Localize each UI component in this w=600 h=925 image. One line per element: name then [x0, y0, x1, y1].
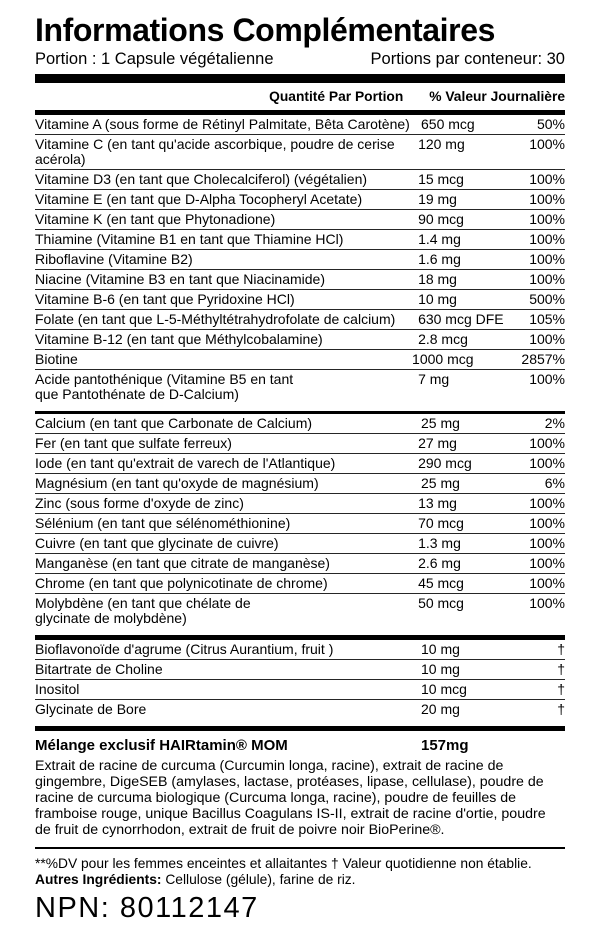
servings-per-container: Portions par conteneur: 30	[370, 49, 565, 68]
nutrient-row	[35, 170, 565, 190]
nutrient-name: Magnésium (en tant qu'oxyde de magnésium)	[35, 474, 319, 491]
divider-thick-top	[35, 74, 565, 83]
nutrient-row	[35, 190, 565, 210]
blend-name: Mélange exclusif HAIRtamin® MOM	[35, 736, 288, 754]
nutrient-dv: 2857%	[521, 350, 565, 367]
nutrient-dv: 100%	[529, 330, 565, 347]
column-headers	[35, 83, 565, 110]
blend-amount: 157mg	[421, 736, 469, 754]
nutrient-row	[35, 270, 565, 290]
nutrient-row	[35, 680, 565, 700]
nutrient-row	[35, 594, 565, 635]
nutrient-dv: †	[557, 640, 565, 657]
other-ingredients	[35, 872, 565, 887]
nutrient-dv: 100%	[529, 494, 565, 511]
nutrient-amount: 1.6 mg	[418, 250, 461, 267]
nutrient-name: Glycinate de Bore	[35, 700, 147, 717]
nutrient-row	[35, 534, 565, 554]
nutrient-amount: 27 mg	[418, 434, 457, 451]
nutrient-row	[35, 660, 565, 680]
blend-description: Extrait de racine de curcuma (Curcumin longa, racine), extrait de racine de gingembre, DigeSEB (amylases, lactase, protéases, lipase, cellulase), poudre de racine de curcuma biologique (Curcuma longa, racine), poudre de feuilles de framboise rouge, unique Bacillus Coagulans IS-II, extrait de racine d'ortie, poudre de fruit de cynorrhodon, extrait de fruit de poivre noir BioPerine®.	[35, 757, 546, 838]
nutrient-amount: 290 mcg	[418, 454, 472, 471]
nutrient-amount: 10 mg	[421, 660, 460, 677]
nutrient-section-minerals	[35, 414, 565, 635]
nutrient-name: Vitamine K (en tant que Phytonadione)	[35, 210, 276, 227]
nutrient-dv: †	[557, 660, 565, 677]
nutrient-name: Iode (en tant qu'extrait de varech de l'Atlantique)	[35, 454, 336, 471]
nutrient-row	[35, 135, 565, 170]
nutrient-row	[35, 370, 565, 411]
nutrient-dv: 100%	[529, 554, 565, 571]
divider-thin-footnote	[35, 847, 565, 849]
nutrient-dv: 100%	[529, 270, 565, 287]
nutrient-name: Thiamine (Vitamine B1 en tant que Thiamine HCl)	[35, 230, 344, 247]
nutrient-row	[35, 414, 565, 434]
nutrient-section-other-nutrients	[35, 640, 565, 726]
nutrient-name: Inositol	[35, 680, 80, 697]
column-header-dv: % Valeur Journalière	[429, 88, 565, 104]
nutrient-amount: 630 mcg DFE	[418, 310, 504, 327]
nutrient-amount: 20 mg	[421, 700, 460, 717]
nutrient-name: Molybdène (en tant que chélate de glycinate de molybdène)	[35, 596, 418, 626]
nutrient-dv: 6%	[544, 474, 565, 491]
nutrient-amount: 1.4 mg	[418, 230, 461, 247]
nutrient-name: Vitamine B-6 (en tant que Pyridoxine HCl)	[35, 290, 295, 307]
nutrient-amount: 2.6 mg	[418, 554, 461, 571]
nutrient-amount: 10 mg	[418, 290, 457, 307]
nutrient-amount: 120 mg	[418, 135, 465, 152]
nutrient-name: Vitamine D3 (en tant que Cholecalciferol) (végétalien)	[35, 170, 368, 187]
nutrient-amount: 50 mcg	[418, 594, 464, 611]
proprietary-blend-row	[35, 731, 565, 756]
nutrient-amount: 90 mcg	[418, 210, 464, 227]
nutrient-dv: 105%	[529, 310, 565, 327]
nutrient-amount: 19 mg	[418, 190, 457, 207]
nutrient-name: Calcium (en tant que Carbonate de Calcium)	[35, 414, 313, 431]
nutrient-dv: †	[557, 700, 565, 717]
nutrient-row	[35, 700, 565, 726]
nutrient-dv: 100%	[529, 170, 565, 187]
nutrient-name: Niacine (Vitamine B3 en tant que Niacinamide)	[35, 270, 326, 287]
nutrient-amount: 7 mg	[418, 370, 450, 387]
nutrient-section-vitamins	[35, 115, 565, 411]
nutrient-amount: 2.8 mcg	[418, 330, 468, 347]
serving-row	[35, 50, 565, 69]
nutrient-row	[35, 474, 565, 494]
nutrient-dv: 2%	[544, 414, 565, 431]
nutrient-row	[35, 230, 565, 250]
nutrient-name: Vitamine C (en tant qu'acide ascorbique, poudre de cerise acérola)	[35, 135, 395, 167]
nutrient-dv: 100%	[529, 190, 565, 207]
nutrient-row	[35, 514, 565, 534]
nutrient-row	[35, 250, 565, 270]
nutrient-row	[35, 290, 565, 310]
npn-number: NPN: 80112147	[35, 891, 259, 924]
nutrient-amount: 10 mg	[421, 640, 460, 657]
nutrient-dv: 100%	[529, 514, 565, 531]
nutrient-amount: 15 mcg	[418, 170, 464, 187]
nutrient-name-line2: glycinate de molybdène)	[35, 609, 187, 626]
nutrient-amount: 10 mcg	[421, 680, 467, 697]
nutrient-dv: 100%	[529, 250, 565, 267]
panel-title: Informations Complémentaires	[35, 12, 496, 48]
nutrient-amount: 650 mcg	[421, 115, 475, 132]
nutrient-dv: 100%	[529, 370, 565, 387]
nutrient-name: Vitamine A (sous forme de Rétinyl Palmitate, Bêta Carotène)	[35, 115, 410, 132]
nutrient-dv: 100%	[529, 454, 565, 471]
nutrient-row	[35, 330, 565, 350]
nutrient-name: Cuivre (en tant que glycinate de cuivre)	[35, 534, 279, 551]
serving-size: Portion : 1 Capsule végétalienne	[35, 49, 274, 68]
nutrient-row	[35, 350, 565, 370]
nutrient-dv: 100%	[529, 135, 565, 152]
nutrient-name: Riboflavine (Vitamine B2)	[35, 250, 193, 267]
nutrient-row	[35, 434, 565, 454]
other-ingredients-text: Cellulose (gélule), farine de riz.	[161, 871, 356, 887]
nutrient-amount: 18 mg	[418, 270, 457, 287]
nutrient-row	[35, 494, 565, 514]
nutrient-amount: 1.3 mg	[418, 534, 461, 551]
nutrient-dv: 100%	[529, 210, 565, 227]
nutrient-dv: 100%	[529, 434, 565, 451]
nutrient-amount: 13 mg	[418, 494, 457, 511]
nutrient-name: Fer (en tant que sulfate ferreux)	[35, 434, 232, 451]
nutrient-dv: 100%	[529, 594, 565, 611]
nutrient-name: Zinc (sous forme d'oxyde de zinc)	[35, 494, 244, 511]
nutrient-row	[35, 640, 565, 660]
nutrient-amount: 45 mcg	[418, 574, 464, 591]
nutrient-amount: 25 mg	[421, 414, 460, 431]
nutrient-row	[35, 115, 565, 135]
nutrient-dv: 100%	[529, 230, 565, 247]
other-ingredients-label: Autres Ingrédients:	[35, 871, 162, 887]
nutrient-name: Sélénium (en tant que sélénométhionine)	[35, 514, 291, 531]
nutrient-row	[35, 210, 565, 230]
nutrient-row	[35, 574, 565, 594]
nutrient-name: Manganèse (en tant que citrate de manganèse)	[35, 554, 330, 571]
nutrient-name: Bioflavonoïde d'agrume (Citrus Aurantium, fruit )	[35, 640, 334, 657]
column-header-amount: Quantité Par Portion	[269, 88, 404, 104]
nutrient-table	[35, 115, 565, 731]
nutrient-dv: 100%	[529, 534, 565, 551]
nutrient-name: Biotine	[35, 350, 78, 367]
nutrient-name: Vitamine B-12 (en tant que Méthylcobalamine)	[35, 330, 323, 347]
nutrient-amount: 70 mcg	[418, 514, 464, 531]
nutrient-name: Folate (en tant que L-5-Méthyltétrahydrofolate de calcium)	[35, 310, 396, 327]
nutrient-name: Vitamine E (en tant que D-Alpha Tocopheryl Acetate)	[35, 190, 363, 207]
nutrient-name: Bitartrate de Choline	[35, 660, 163, 677]
dv-footnote: **%DV pour les femmes enceintes et allaitantes † Valeur quotidienne non établie.	[35, 855, 532, 871]
nutrient-dv: 50%	[536, 115, 565, 132]
nutrient-dv: †	[557, 680, 565, 697]
nutrient-row	[35, 454, 565, 474]
nutrient-row	[35, 310, 565, 330]
nutrient-amount: 1000 mcg	[412, 350, 474, 367]
nutrient-name: Acide pantothénique (Vitamine B5 en tant que Pantothénate de D-Calcium)	[35, 372, 418, 402]
nutrient-dv: 500%	[529, 290, 565, 307]
nutrient-dv: 100%	[529, 574, 565, 591]
nutrient-row	[35, 554, 565, 574]
nutrient-name: Chrome (en tant que polynicotinate de chrome)	[35, 574, 328, 591]
nutrient-amount: 25 mg	[421, 474, 460, 491]
nutrient-name-line2: que Pantothénate de D-Calcium)	[35, 385, 239, 402]
